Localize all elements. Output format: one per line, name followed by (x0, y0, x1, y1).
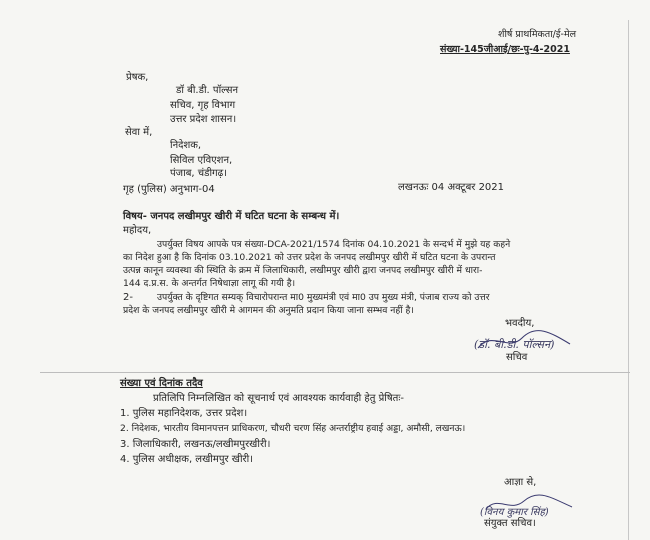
recipient-label: सेवा में, (125, 127, 153, 138)
recipient-department: सिविल एविएशन, (170, 155, 233, 166)
subject-line: विषय- जनपद लखीमपुर खीरी में घटित घटना के सम्बन्ध में। (123, 211, 340, 222)
para2-line-1: उपर्युक्त के दृष्टिगत सम्यक् विचारोपरान्त मा0 मुख्यमंत्री एवं मा0 उप मुख्य मंत्री, पंजाब राज्य को उत्तर (157, 292, 490, 303)
signature-scribble (470, 326, 580, 356)
recipient-designation: निदेशक, (170, 140, 202, 151)
body-line-2: का निदेश हुआ है कि दिनांक 03.10.2021 को उत्तर प्रदेश के जनपद लखीमपुर खीरी में घटित घटना के उपरान्त (123, 252, 496, 263)
order-phrase: आज्ञा से, (504, 477, 537, 488)
para2-line-2: प्रदेश के जनपद लखीमपुर खीरी मे आगमन की अनुमति प्रदान किया जाना सम्भव नहीं है। (123, 305, 414, 316)
body-line-1: उपर्युक्त विषय आपके पत्र संख्या-DCA-2021/1574 दिनांक 04.10.2021 के सन्दर्भ में मुझे यह कहने (157, 239, 511, 250)
copy-item-3: 3. जिलाधिकारी, लखनऊ/लखीमपुरखीरी। (120, 439, 271, 450)
sender-name: डॉ बी.डी. पॉल्सन (176, 85, 239, 96)
copy-item-2: 2. निदेशक, भारतीय विमानपत्तन प्राधिकरण, चौधरी चरण सिंह अन्तर्राष्ट्रीय हवाई अड्डा, अमौसी, लखनऊ। (120, 423, 466, 434)
signatory-designation: सचिव (506, 352, 528, 363)
body-line-3: उत्पन्न कानून व्यवस्था की स्थिति के क्रम में जिलाधिकारी, लखीमपुर खीरी द्वारा जनपद लखीमपुर खीरी में धारा- (123, 265, 483, 276)
closing-phrase: भवदीय, (505, 318, 535, 329)
priority-note: शीर्ष प्राथमिकता/ई-मेल (498, 29, 577, 40)
sender-office: उत्तर प्रदेश शासन। (170, 114, 237, 125)
order-signatory-name: (विनय कुमार सिंह) (480, 507, 549, 518)
copy-item-1: 1. पुलिस महानिदेशक, उत्तर प्रदेश। (120, 408, 248, 419)
order-signatory-designation: संयुक्त सचिव। (484, 518, 536, 529)
salutation: महोदय, (123, 225, 152, 236)
body-line-4: 144 द.प्र.स. के अन्तर्गत निषेधाज्ञा लागू की गयी है। (123, 278, 296, 289)
department-line: गृह (पुलिस) अनुभाग-04 (123, 184, 215, 195)
copy-intro: प्रतिलिपि निम्नलिखित को सूचनार्थ एवं आवश्यक कार्यवाही हेतु प्रेषितः- (153, 393, 404, 404)
date-line: लखनऊः 04 अक्टूबर 2021 (398, 182, 505, 193)
sender-label: प्रेषक, (126, 72, 149, 83)
page-edge-line (628, 20, 629, 540)
order-signature-scribble (480, 493, 580, 515)
signatory-name: (डॉ. बी.डी. पॉल्सन) (474, 338, 555, 351)
paragraph-2-number: 2- (123, 292, 133, 303)
copy-heading: संख्या एवं दिनांक तदैव (120, 378, 203, 389)
copy-item-4: 4. पुलिस अधीक्षक, लखीमपुर खीरी। (120, 454, 254, 465)
section-divider (40, 372, 630, 373)
reference-number: संख्या-145जीआई/छः-पु-4-2021 (440, 44, 570, 55)
recipient-place: पंजाब, चंडीगढ़। (170, 168, 228, 179)
sender-designation: सचिव, गृह विभाग (170, 100, 236, 111)
